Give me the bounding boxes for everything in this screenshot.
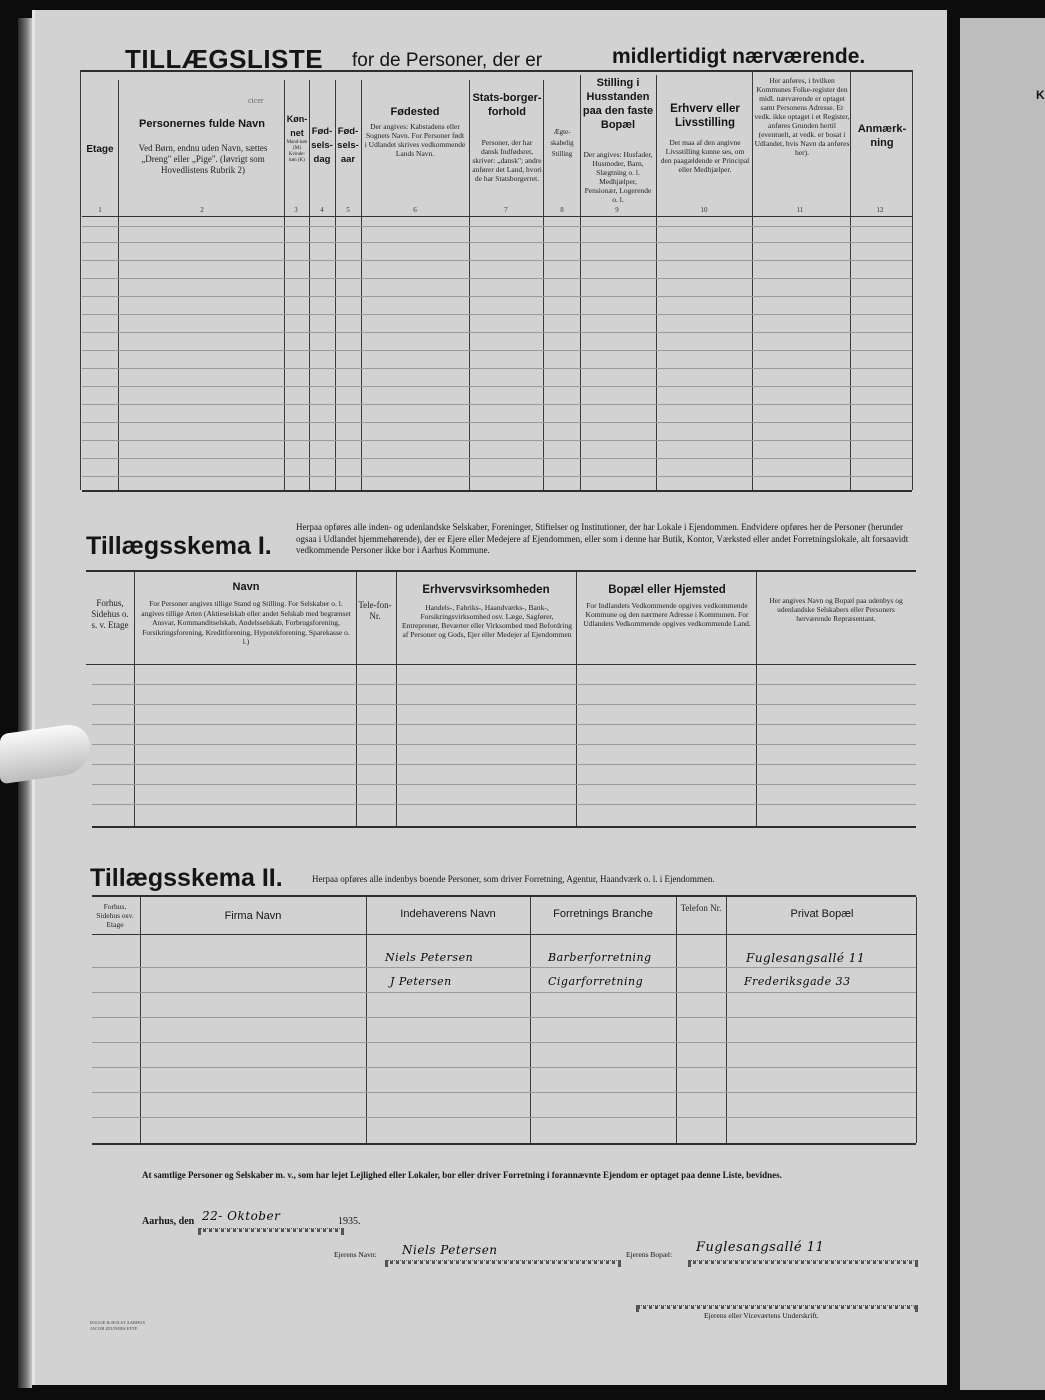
table3-column-divider [726, 897, 727, 1143]
table3-row-line [92, 967, 916, 968]
col-foedested-note: Der angives: Kabstadens eller Sognets Navn. For Personer født i Udlandet skrives vedkommende Lands Navn. [364, 122, 466, 158]
skema1-col-navn-note: For Personer angives tillige Stand og Stilling. For Selskaber o. l. angives tillige Arten (Aktieselskab eller andet Selskab med begrænset Ansvar, Kommanditselskab, Andelsselskab, Forbrugsforening, Forsikringsforening, Kreditforening, Hypotekforening, Sparekasse o. l.) [141, 599, 351, 646]
skema2-col-etage: Forhus, Sidehus osv. Etage [96, 902, 134, 929]
table1-column-number: 11 [796, 206, 804, 214]
table3-header-rule [92, 934, 916, 935]
table3-column-divider [530, 897, 531, 1143]
skema1-col-erhverv-note: Handels-, Fabriks-, Haandværks-, Bank-, Forsikringsvirksomhed osv. Læge, Sagfører, Entreprenør, Beværter eller Virksombed med Befordring af Personer og Gods, Ejer eller Medejer af Ejendommen [402, 603, 572, 639]
table1-row-line [82, 350, 912, 351]
table2-column-divider [356, 572, 357, 826]
col-adresse-note: Her anføres, i hvilken Kommunes Folke-register den midl. nærværende er optaget samt Personens Adresse. Er vedk. ikke optaget i et Register, anføres Grunden hertil (eventuelt, at vedk. er bosat i Udlandet, hvis Navn da anføres her). [754, 76, 850, 157]
binder-edge [18, 18, 32, 1388]
row1-owner: Niels Petersen [385, 951, 474, 964]
table1-header-rule [82, 216, 912, 217]
row2-bopael: Frederiksgade 33 [744, 975, 851, 988]
table2-row-line [92, 784, 916, 785]
table1-row-line [82, 386, 912, 387]
tillaegsliste-title-mid: for de Personer, der er [352, 50, 543, 71]
table3-column-divider [916, 897, 917, 1143]
skema2-col-telefon: Telefon Nr. [680, 903, 722, 913]
row2-owner: J Petersen [390, 975, 452, 988]
table1-column-number: 6 [413, 206, 417, 214]
table2-column-divider [396, 572, 397, 826]
table1-row-line [82, 260, 912, 261]
table1-column-number: 10 [700, 206, 708, 214]
signature-line [636, 1305, 918, 1309]
table1-row-line [82, 368, 912, 369]
owner-name-label: Ejerens Navn: [334, 1250, 377, 1259]
owner-addr-line [688, 1260, 918, 1264]
table1-row-line [82, 404, 912, 405]
table1-column-number: 2 [200, 206, 204, 214]
table2-column-divider [134, 572, 135, 826]
table3-column-divider [140, 897, 141, 1143]
table2-row-line [92, 704, 916, 705]
table2-top-rule [86, 570, 916, 572]
footer-date: 22- Oktober [202, 1209, 281, 1223]
skema2-title: Tillægsskema II. [90, 864, 283, 892]
owner-name: Niels Petersen [402, 1243, 498, 1257]
table1-column-divider [656, 75, 657, 490]
row2-branche: Cigarforretning [548, 975, 644, 988]
table2-bottom-rule [92, 826, 916, 828]
footer-statement: At samtlige Personer og Selskaber m. v., som har lejet Lejlighed eller Lokaler, bor eller driver Forretning i forannævnte Ejendom er optaget paa denne Liste, bevidnes. [142, 1170, 782, 1180]
table1-top-rule [80, 70, 912, 72]
table1-row-line [82, 458, 912, 459]
table1-row-line [82, 440, 912, 441]
printer-mark: BAGGE & HOLST AARHUS JACOB ZEUNERS EFTF. [90, 1320, 146, 1331]
table1-column-divider [361, 80, 362, 490]
table2-row-line [92, 724, 916, 725]
table1-row-line [82, 242, 912, 243]
skema1-intro: Herpaa opføres alle inden- og udenlandske Selskaber, Foreninger, Stiftelser og Institutioner, der har Lokale i Ejendommen. Endvidere opføres her de Personer (herunder ogsaa i Udlandet hjemmehørende), der er Ejere eller Medejere af Ejendommen, eller som i denne har Butik, Kontor, Værksted eller andet Forretningslokale, alt forsaavidt vedkommende Personer ikke bor i Aarhus Kommune. [296, 522, 909, 555]
table1-row-line [82, 226, 912, 227]
table1-row-line [82, 314, 912, 315]
table3-row-line [92, 992, 916, 993]
table3-row-line [92, 1017, 916, 1018]
table1-row-line [82, 422, 912, 423]
table1-column-divider [912, 70, 913, 490]
col-anmaerkning: Anmærk-ning [857, 123, 907, 149]
table1-bottom-rule [82, 490, 912, 492]
owner-name-line [385, 1260, 621, 1264]
col-stilling: Stilling i Husstanden paa den faste Bopæl [582, 77, 654, 131]
adjacent-page [960, 18, 1045, 1390]
skema1-col-navn: Navn [232, 581, 260, 593]
table2-row-line [92, 764, 916, 765]
col-kon: Køn-net [286, 114, 308, 138]
skema1-title: Tillægsskema I. [86, 532, 272, 560]
col-kon-note: Mand-køn (M) Kvinde-køn (K) [286, 140, 308, 163]
col-statsborger: Stats-borger-forhold [472, 92, 542, 118]
table1-row-line [82, 476, 912, 477]
table1-row-line [82, 332, 912, 333]
tillaegsliste-title: TILLÆGSLISTE [125, 44, 324, 74]
skema1-col-bopael: Bopæl eller Hjemsted [608, 584, 726, 596]
table3-column-divider [366, 897, 367, 1143]
table2-column-divider [576, 572, 577, 826]
table1-column-number: 8 [560, 206, 564, 214]
table3-row-line [92, 1117, 916, 1118]
table1-column-divider [309, 80, 310, 490]
footer-place: Aarhus, den [142, 1216, 195, 1227]
table2-row-line [92, 744, 916, 745]
skema1-col-etage: Forhus, Sidehus o. s. v. Etage [91, 598, 129, 630]
table1-column-number: 7 [504, 206, 508, 214]
table2-header-rule [86, 664, 916, 665]
table1-column-number: 12 [876, 206, 884, 214]
col-foedested: Fødested [390, 106, 440, 118]
col-erhverv-note: Det maa af den angivne Livsstilling kunne ses, om den paagældende er Principal eller Medhjælper. [660, 138, 750, 174]
row1-bopael: Fuglesangsallé 11 [746, 951, 866, 965]
col-foedselsdag: Fød-sels-dag [311, 126, 333, 165]
table2-column-divider [756, 572, 757, 826]
table1-column-number: 4 [320, 206, 324, 214]
margin-note: cicer [248, 96, 264, 105]
skema2-col-firma: Firma Navn [224, 910, 282, 922]
tillaegsliste-title-end: midlertidigt nærværende. [612, 45, 866, 68]
skema1-col-telefon: Tele-fon-Nr. [358, 600, 392, 621]
col-statsborger-note: Personer, der har dansk Indfødsret, skriver: „dansk"; andre anfører det Land, hvori de har Statsborgerret. [472, 138, 542, 183]
col-erhverv: Erhverv eller Livsstilling [670, 103, 740, 129]
table3-column-divider [676, 897, 677, 1143]
table3-row-line [92, 1067, 916, 1068]
table1-column-divider [543, 80, 544, 490]
skema2-col-indehaver: Indehaverens Navn [400, 908, 496, 920]
owner-addr-label: Ejerens Bopæl: [626, 1250, 673, 1259]
skema1-col-repraesentant-note: Her angives Navn og Bopæl paa udenbys og udenlandske Selskabers eller Personers herværende Repræsentant. [769, 596, 903, 623]
skema1-col-erhverv: Erhvervsvirksomheden [422, 584, 550, 596]
table1-column-divider [580, 75, 581, 490]
owner-addr: Fuglesangsallé 11 [696, 1240, 825, 1255]
col-navn: Personernes fulde Navn [139, 118, 265, 130]
table1-column-divider [80, 70, 81, 490]
skema2-col-bopael: Privat Bopæl [790, 908, 854, 920]
table1-column-divider [469, 80, 470, 490]
table1-column-divider [284, 80, 285, 490]
date-line [198, 1228, 344, 1232]
table1-column-divider [752, 70, 753, 490]
table2-row-line [92, 804, 916, 805]
col-navn-note: Ved Børn, endnu uden Navn, sættes „Dreng" eller „Pige". (Iøvrigt som Hovedlistens Rubrik 2) [138, 143, 268, 175]
table1-row-line [82, 278, 912, 279]
skema2-col-branche: Forretnings Branche [553, 908, 653, 920]
table3-top-rule [92, 895, 916, 897]
table1-column-number: 5 [346, 206, 350, 214]
table1-row-line [82, 296, 912, 297]
adjacent-page-letter: K [1036, 88, 1045, 102]
table1-column-number: 1 [98, 206, 102, 214]
table3-row-line [92, 1092, 916, 1093]
col-aegteskab: Ægte-skabelig Stilling [550, 128, 574, 158]
table1-column-number: 3 [294, 206, 298, 214]
table3-row-line [92, 1042, 916, 1043]
skema1-col-bopael-note: For Indlandets Vedkommende opgives vedkommende Kommune og den nærmere Adresse i Kommunen. For Udlandets Vedkommende opgives vedkommende Land. [583, 601, 751, 628]
table1-column-divider [850, 70, 851, 490]
row1-branche: Barberforretning [548, 951, 652, 964]
table2-row-line [92, 684, 916, 685]
table3-bottom-rule [92, 1143, 916, 1145]
table1-column-divider [335, 80, 336, 490]
col-stilling-note: Der angives: Husfader, Husmoder, Barn, Slægtning o. l. Medhjælper, Pensionær, Logerende o. l. [583, 150, 653, 204]
col-foedselsaar: Fød-sels-aar [337, 126, 359, 165]
skema2-intro: Herpaa opføres alle indenbys boende Personer, som driver Forretning, Agentur, Haandværk o. l. i Ejendommen. [312, 874, 715, 884]
table1-column-number: 9 [615, 206, 619, 214]
col-etage: Etage [86, 144, 114, 155]
table1-column-divider [118, 80, 119, 490]
signature-label: Ejerens eller Viceværtens Underskrift. [704, 1311, 819, 1320]
footer-year: 1935. [338, 1216, 361, 1227]
